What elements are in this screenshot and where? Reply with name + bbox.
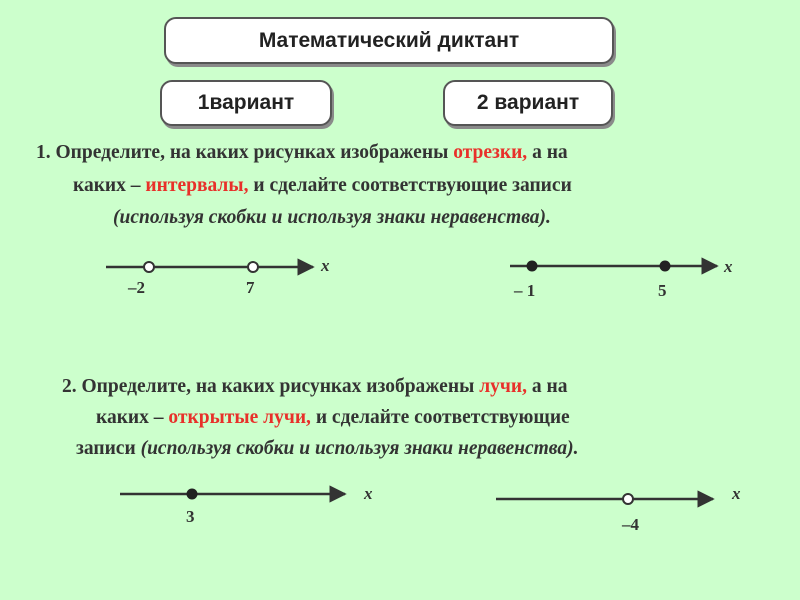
axis-x-label-a: x — [321, 256, 330, 275]
closed-point-c1 — [187, 489, 198, 500]
task2-highlight-rays: лучи, — [479, 376, 527, 397]
task1-highlight-segments: отрезки, — [453, 142, 528, 163]
task2-line3-text: записи — [76, 438, 141, 459]
axis-x-label-b: x — [724, 257, 733, 276]
task1-highlight-intervals: интервалы, — [145, 175, 249, 196]
task1-line2-text: каких – — [73, 175, 146, 196]
task2-line1-end: а на — [527, 376, 568, 397]
task1-line3-text: (используя скобки и используя знаки неравенства). — [113, 207, 551, 228]
point-label-b1: – 1 — [514, 281, 536, 300]
task1-line1-end: а на — [527, 142, 568, 163]
number-line-b — [510, 257, 733, 300]
number-line-d — [496, 484, 741, 534]
open-point-a2 — [248, 262, 258, 272]
task2-highlight-open-rays: открытые лучи, — [168, 407, 311, 428]
title-text: Математический диктант — [258, 28, 520, 52]
point-label-a1: –2 — [128, 278, 145, 297]
closed-point-b1 — [527, 261, 538, 272]
task2-line2-text: каких – — [96, 407, 169, 428]
task2-line1-text: 2. Определите, на каких рисунках изображены — [62, 376, 480, 397]
axis-x-label-c: x — [364, 484, 373, 503]
task1-line2-end: и сделайте соответствующие записи — [248, 175, 572, 196]
axis-x-label-d: x — [732, 484, 741, 503]
point-label-a2: 7 — [246, 278, 255, 297]
open-point-a1 — [144, 262, 154, 272]
open-point-d1 — [623, 494, 633, 504]
point-label-c1: 3 — [186, 507, 195, 526]
number-line-a — [106, 256, 330, 297]
variant2-label: 2 вариант — [476, 91, 580, 114]
task2-line2-end: и сделайте соответствующие — [310, 407, 570, 428]
point-label-d1: –4 — [622, 515, 639, 534]
closed-point-b2 — [660, 261, 671, 272]
task2-line3-italic: (используя скобки и используя знаки неравенства). — [140, 438, 579, 459]
variant1-label: 1вариант — [197, 91, 295, 114]
point-label-b2: 5 — [658, 281, 667, 300]
number-line-c — [120, 484, 373, 526]
task1-line1-text: 1. Определите, на каких рисунках изображены — [36, 142, 454, 163]
